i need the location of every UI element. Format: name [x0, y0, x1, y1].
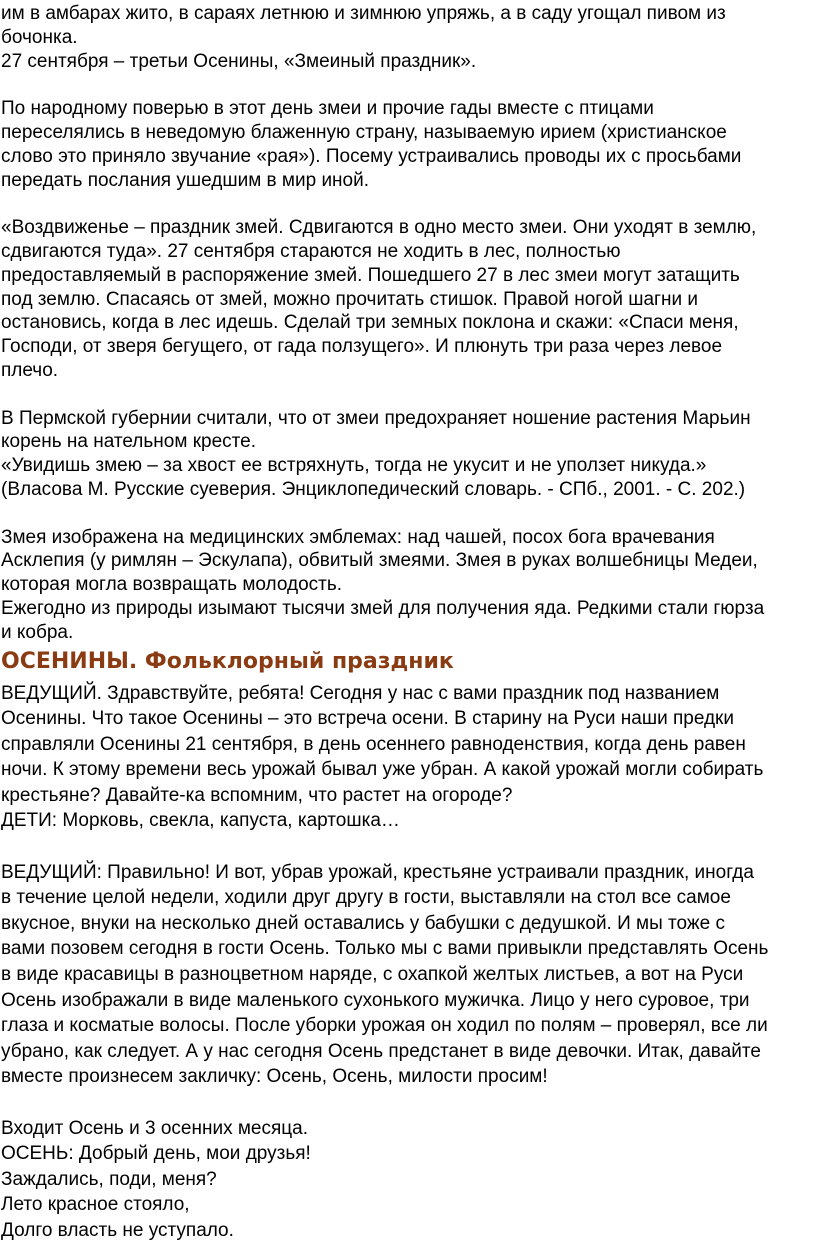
text-line: передать послания ушедшим в мир иной. — [1, 169, 370, 191]
text-line: В Пермской губернии считали, что от змеи предохраняет ношение растения Марьин — [1, 407, 751, 429]
text-line: Долго власть не уступало. — [1, 1219, 234, 1241]
text-line: Господи, от зверя бегущего, от гада ползущего». И плюнуть три раза через левое — [1, 336, 723, 358]
text-line: которая могла возвращать молодость. — [1, 574, 343, 596]
text-line: ночи. К этому времени весь урожай бывал уже убран. А какой урожай могли собирать — [1, 759, 764, 781]
paragraph-gap — [1, 383, 816, 407]
text-line: крестьяне? Давайте-ка вспомним, что растет на огороде? — [1, 784, 513, 806]
text-line: в виде красавицы в разноцветном наряде, с охапкой желтых листьев, а вот на Руси — [1, 964, 744, 986]
paragraph-gap — [1, 1090, 816, 1116]
text-line: глаза и косматые волосы. После уборки урожая он ходил по полям – проверял, все ли — [1, 1015, 768, 1037]
text-line: плечо. — [1, 359, 59, 381]
text-line: в течение целой недели, ходили друг другу в гости, выставляли на стол все самое — [1, 887, 731, 909]
paragraph-belief — [1, 97, 816, 192]
text-line: слово это приняло звучание «рая»). Посему устраивались проводы их с просьбами — [1, 145, 742, 167]
paragraph-perm — [1, 407, 816, 502]
text-line: «Воздвиженье – праздник змей. Сдвигаются в одно место змеи. Они уходят в землю, — [1, 217, 757, 239]
paragraph-gap — [1, 502, 816, 526]
text-line: справляли Осенины 21 сентября, в день осеннего равноденствия, когда день равен — [1, 733, 746, 755]
text-line: Асклепия (у римлян – Эскулапа), обвитый змеями. Змея в руках волшебницы Медеи, — [1, 550, 758, 572]
paragraph-emblem — [1, 526, 816, 645]
text-line: Змея изображена на медицинских эмблемах: над чашей, посох бога врачевания — [1, 526, 715, 548]
paragraph-gap — [1, 834, 816, 860]
paragraph-intro — [1, 2, 816, 73]
text-line: ОСЕНЬ: Добрый день, мои друзья! — [1, 1143, 311, 1165]
text-line: им в амбарах жито, в сараях летнюю и зимнюю упряжь, а в саду угощал пивом из — [1, 3, 726, 24]
text-line: корень на нательном кресте. — [1, 431, 256, 453]
paragraph-gap — [1, 192, 816, 216]
text-line: Лето красное стояло, — [1, 1194, 190, 1216]
text-line: сдвигаются туда». 27 сентября стараются не ходить в лес, полностью — [1, 240, 621, 262]
paragraph-host-intro — [1, 681, 816, 835]
text-line: вместе произнесем закличку: Осень, Осень, милости просим! — [1, 1066, 548, 1088]
text-line: ВЕДУЩИЙ. Здравствуйте, ребята! Сегодня у нас с вами праздник под названием — [1, 682, 720, 704]
paragraph-host-story — [1, 860, 816, 1090]
text-line: ВЕДУЩИЙ: Правильно! И вот, убрав урожай, крестьяне устраивали праздник, иногда — [1, 861, 754, 883]
text-line: Входит Осень и 3 осенних месяца. — [1, 1117, 308, 1139]
paragraph-autumn-entry — [1, 1116, 816, 1244]
paragraph-vozdvizhenye — [1, 216, 816, 383]
text-line: Осень изображали в виде маленького сухонького мужичка. Лицо у него суровое, три — [1, 989, 750, 1011]
text-line: По народному поверью в этот день змеи и прочие гады вместе с птицами — [1, 98, 654, 120]
text-line: вами позовем сегодня в гости Осень. Только мы с вами привыкли представлять Осень — [1, 938, 769, 960]
text-line: убрано, как следует. А у нас сегодня Осень предстанет в виде девочки. Итак, давайте — [1, 1040, 761, 1062]
text-line: 27 сентября – третьи Осенины, «Змеиный праздник». — [1, 50, 477, 72]
text-line: и кобра. — [1, 621, 74, 643]
text-line: предоставляемый в распоряжение змей. Пошедшего 27 в лес змеи могут затащить — [1, 264, 740, 286]
text-line: вкусное, внуки на несколько дней оставались у бабушки с дедушкой. И мы тоже с — [1, 912, 725, 934]
text-line: Заждались, поди, меня? — [1, 1168, 217, 1190]
text-line: «Увидишь змею – за хвост ее встряхнуть, тогда не укусит и не уползет никуда.» — [1, 455, 707, 477]
text-line: Осенины. Что такое Осенины – это встреча осени. В старину на Руси наши предки — [1, 708, 734, 730]
text-line: под землю. Спасаясь от змей, можно прочитать стишок. Правой ногой шагни и — [1, 288, 698, 310]
text-line: переселялись в неведомую блаженную страну, называемую ирием (христианское — [1, 121, 727, 143]
text-line: (Власова М. Русские суеверия. Энциклопедический словарь. - СПб., 2001. - С. 202.) — [1, 478, 746, 500]
paragraph-gap — [1, 73, 816, 97]
text-line: бочонка. — [1, 26, 78, 48]
text-line: Ежегодно из природы изымают тысячи змей для получения яда. Редкими стали гюрза — [1, 597, 765, 619]
section-heading: ОСЕНИНЫ. Фольклорный праздник — [1, 648, 454, 674]
text-line: ДЕТИ: Морковь, свекла, капуста, картошка… — [1, 810, 400, 832]
text-line: остановись, когда в лес идешь. Сделай три земных поклона и скажи: «Спаси меня, — [1, 312, 739, 334]
